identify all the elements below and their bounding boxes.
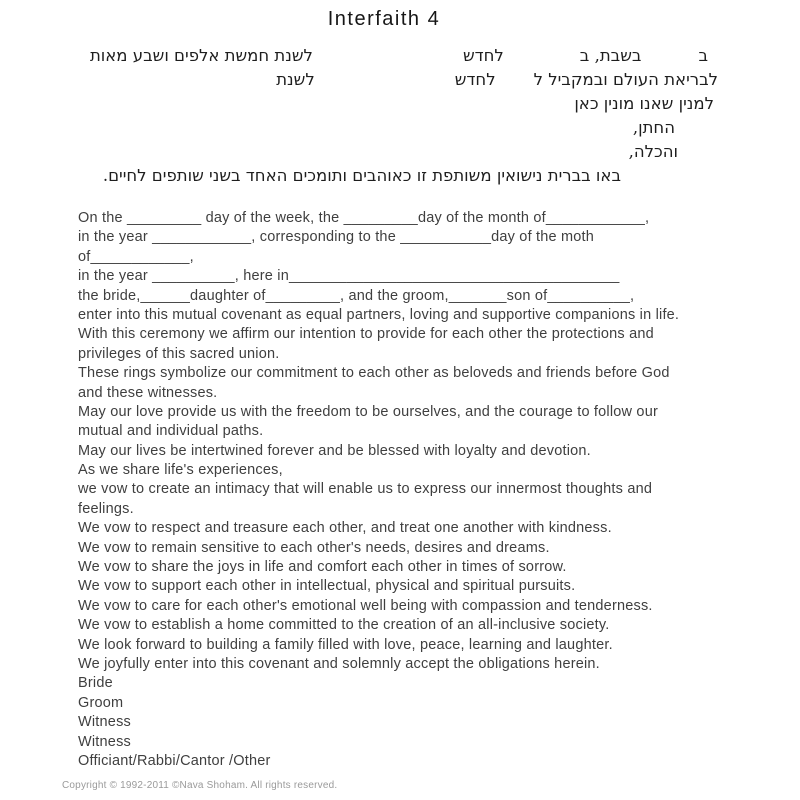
signature-label: Officiant/Rabbi/Cantor /Other — [78, 752, 271, 769]
signature-label: Groom — [78, 694, 124, 711]
signature-label: Bride — [78, 675, 113, 692]
english-line: we vow to create an intimacy that will enable us to express our innermost thoughts and — [78, 481, 653, 498]
english-line: We vow to care for each other's emotional well being with compassion and tenderness. — [78, 597, 653, 614]
copyright-notice: Copyright © 1992-2011 ©Nava Shoham. All rights reserved. — [62, 780, 338, 791]
english-paragraph — [78, 209, 738, 674]
english-line: We vow to remain sensitive to each other's needs, desires and dreams. — [78, 539, 550, 556]
signature-block — [78, 674, 738, 771]
english-line: We vow to respect and treasure each other, and treat one another with kindness. — [78, 520, 612, 537]
hebrew-text-segment: החתן, — [632, 118, 675, 137]
english-line: We vow to support each other in intellectual, physical and spiritual pursuits. — [78, 578, 576, 595]
hebrew-text-segment: לשנת חמשת אלפים ושבע מאות — [89, 46, 313, 65]
signature-label: Witness — [78, 733, 131, 750]
english-line: These rings symbolize our commitment to each other as beloveds and friends before God — [78, 365, 670, 382]
hebrew-line — [78, 140, 718, 164]
hebrew-text-segment: באו בברית נישואין משותפת זו כאוהבים ותומכים האחד בשני שותפים לחיים. — [102, 166, 621, 185]
hebrew-paragraph — [78, 44, 718, 188]
english-line: feelings. — [78, 500, 134, 517]
hebrew-blank-field — [496, 84, 534, 85]
english-line: enter into this mutual covenant as equal partners, loving and supportive companions in life. — [78, 306, 680, 323]
english-line: With this ceremony we affirm our intention to provide for each other the protections and — [78, 326, 654, 343]
english-line: We joyfully enter into this covenant and solemnly accept the obligations herein. — [78, 655, 600, 672]
hebrew-line — [78, 44, 718, 68]
english-line: in the year ____________, corresponding to the ___________day of the moth — [78, 229, 595, 246]
english-line: privileges of this sacred union. — [78, 345, 280, 362]
hebrew-blank-field — [313, 60, 463, 61]
hebrew-line — [78, 92, 718, 116]
hebrew-text-segment: לשנת — [276, 70, 315, 89]
english-line: On the _________ day of the week, the _________day of the month of____________, — [78, 210, 650, 226]
english-line: May our lives be intertwined forever and be blessed with loyalty and devotion. — [78, 442, 591, 459]
english-line: As we share life's experiences, — [78, 462, 283, 479]
hebrew-text-segment: למנין שאנו מונין כאן — [574, 94, 714, 113]
hebrew-blank-field — [315, 84, 455, 85]
english-section — [78, 209, 738, 771]
signature-label: Witness — [78, 714, 131, 731]
english-line: We vow to share the joys in life and comfort each other in times of sorrow. — [78, 559, 567, 576]
hebrew-text-segment: לחדש — [454, 70, 496, 89]
page-title: Interfaith 4 — [327, 8, 441, 30]
hebrew-blank-field — [504, 60, 580, 61]
english-line: We look forward to building a family filled with love, peace, learning and laughter. — [78, 636, 613, 653]
english-line: and these witnesses. — [78, 384, 218, 401]
english-line: the bride,______daughter of_________, and the groom,_______son of__________, — [78, 287, 635, 304]
english-line: in the year __________, here in________________________________________ — [78, 268, 620, 285]
hebrew-line — [78, 164, 718, 188]
hebrew-text-segment: ב — [698, 46, 708, 65]
hebrew-text-segment: והכלה, — [628, 142, 678, 161]
english-line: May our love provide us with the freedom to be ourselves, and the courage to follow our — [78, 403, 658, 420]
hebrew-text-segment: לחדש — [462, 46, 504, 65]
english-line: mutual and individual paths. — [78, 423, 264, 440]
english-line: We vow to establish a home committed to the creation of an all-inclusive society. — [78, 617, 610, 634]
hebrew-line — [78, 68, 718, 92]
hebrew-text-segment: בשבת, ב — [579, 46, 642, 65]
english-line: of____________, — [78, 248, 194, 265]
hebrew-blank-field — [641, 60, 698, 61]
hebrew-line — [78, 116, 718, 140]
hebrew-text-segment: לבריאת העולם ובמקביל ל — [533, 70, 718, 89]
